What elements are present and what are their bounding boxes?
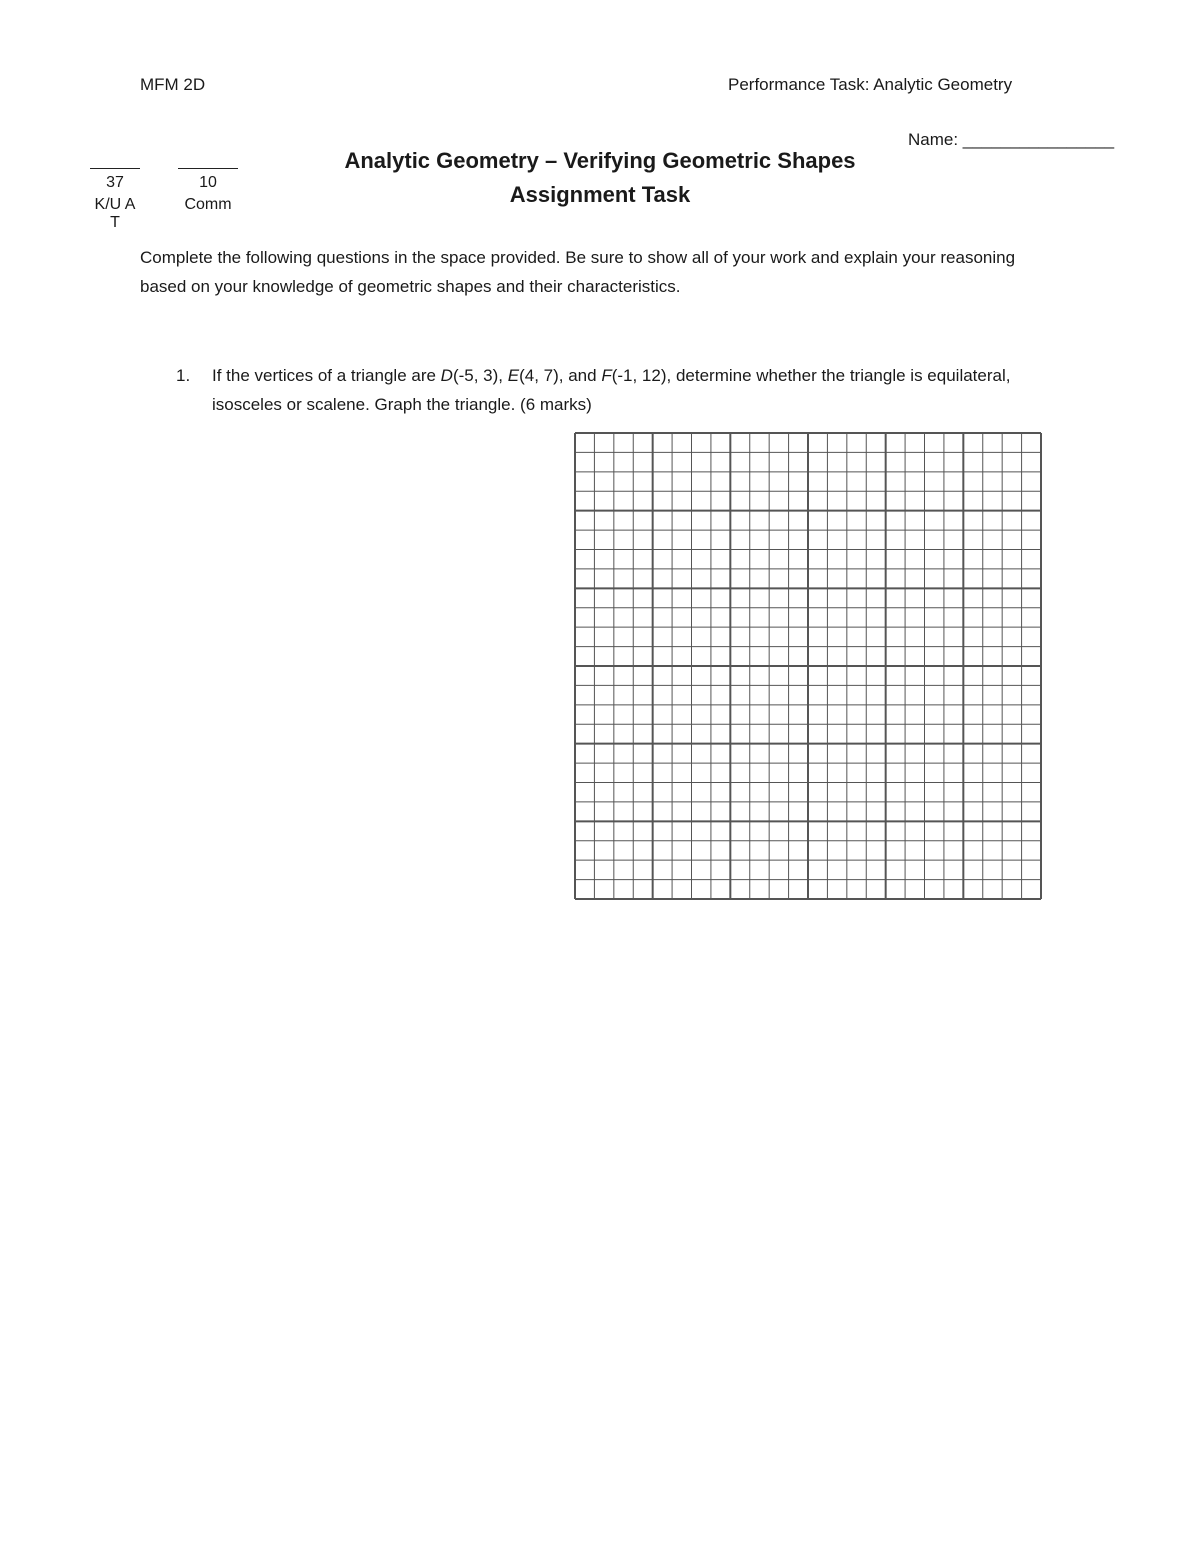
score-comm (178, 168, 238, 214)
question-text (212, 361, 1052, 419)
score-blank (90, 168, 140, 169)
title-line-1: Analytic Geometry – Verifying Geometric Shapes (344, 148, 856, 173)
title-line-2: Assignment Task (509, 182, 691, 207)
document-title (300, 144, 900, 212)
score-label: K/U A T (94, 196, 136, 231)
score-kuat (90, 168, 140, 232)
coord-d: (-5, 3), (452, 366, 508, 385)
point-e: E (507, 366, 520, 385)
coord-f: (-1, 12), determine whether the triangle is equilateral, isosceles or scalene. Graph the triangle. (6 marks) (212, 366, 1011, 414)
coord-e: (4, 7), and (519, 366, 602, 385)
point-d: D (440, 366, 453, 385)
point-f: F (601, 366, 612, 385)
score-value: 10 (199, 174, 217, 191)
score-label: Comm (184, 196, 232, 213)
course-code: MFM 2D (140, 75, 206, 94)
name-field: Name: ________________ (908, 130, 1115, 149)
graph-paper (574, 432, 1042, 900)
score-value: 37 (106, 174, 124, 191)
question-number: 1. (176, 366, 191, 385)
instructions: Complete the following questions in the space provided. Be sure to show all of your work and explain your reasoning based on your knowledge of geometric shapes and their characteristics. (140, 248, 1016, 296)
score-blank (178, 168, 238, 169)
question-text-part: If the vertices of a triangle are (212, 366, 441, 385)
task-title: Performance Task: Analytic Geometry (728, 75, 1013, 94)
